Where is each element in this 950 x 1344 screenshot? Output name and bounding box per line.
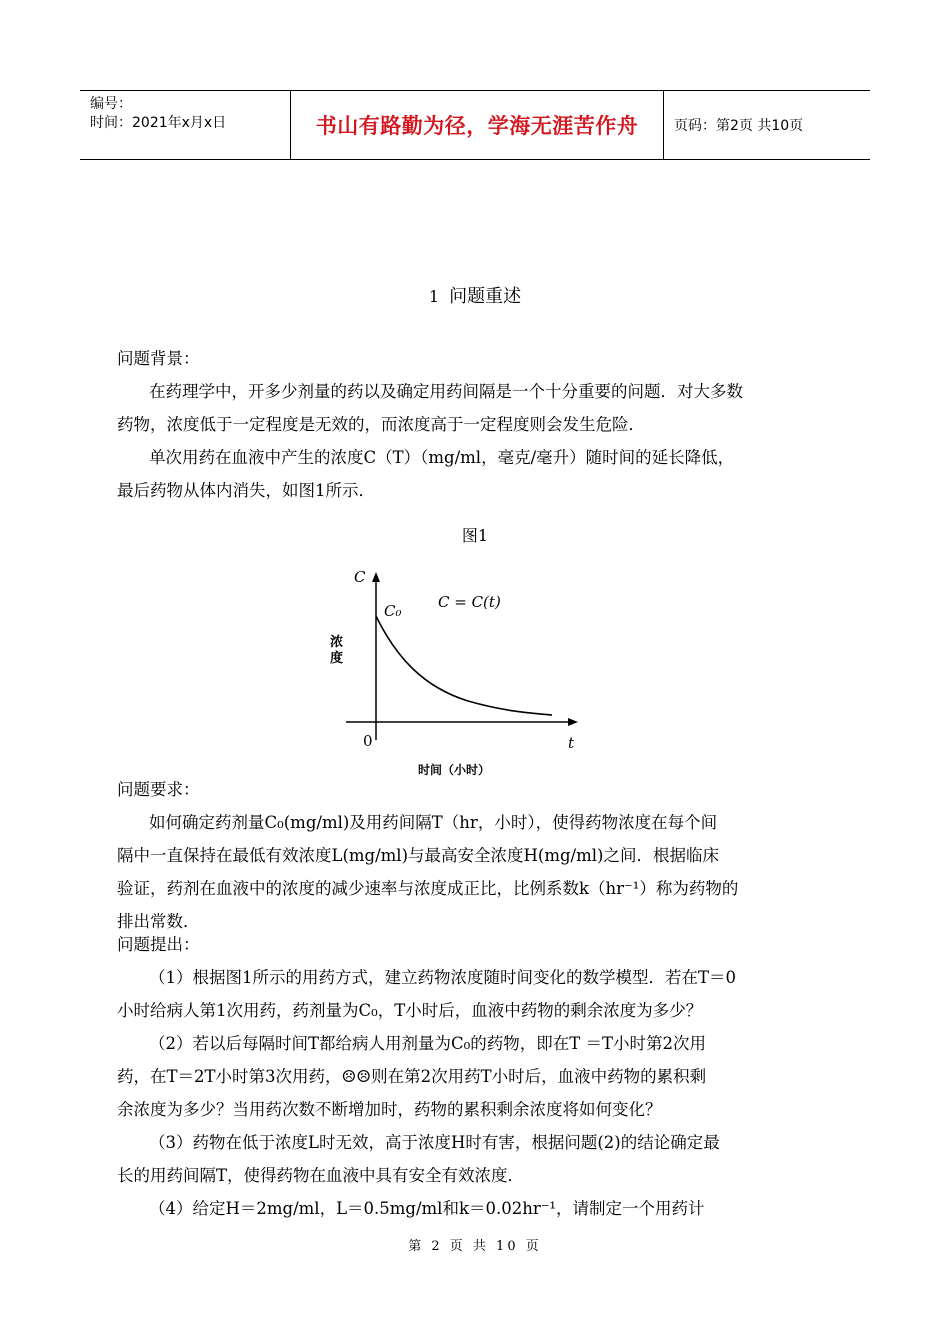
- y-axis-symbol: C: [354, 568, 366, 586]
- questions-block: [117, 928, 837, 1225]
- question-line: 药，在T＝2T小时第3次用药，☹☹则在第2次用药T小时后，血液中药物的累积剩: [117, 1067, 707, 1086]
- paragraph-line: 在药理学中，开多少剂量的药以及确定用药间隔是一个十分重要的问题．对大多数: [149, 382, 743, 401]
- question-line: （4）给定H＝2mg/ml，L＝0.5mg/ml和k＝0.02hr⁻¹，请制定一个用药计: [149, 1199, 705, 1218]
- paragraph-line: 如何确定药剂量C₀(mg/ml)及用药间隔T（hr，小时），使得药物浓度在每个间: [149, 813, 718, 832]
- header-meta: [80, 91, 290, 159]
- y-axis-label-2: 度: [330, 651, 344, 666]
- page-footer: 第 2 页 共 10 页: [408, 1239, 542, 1254]
- requirements-block: [117, 773, 837, 938]
- question-line: （1）根据图1所示的用药方式，建立药物浓度随时间变化的数学模型．若在T＝0: [149, 968, 736, 987]
- question-line: 小时给病人第1次用药，药剂量为C₀，T小时后，血液中药物的剩余浓度为多少？: [117, 1001, 703, 1020]
- paragraph-line: 药物，浓度低于一定程度是无效的，而浓度高于一定程度则会发生危险．: [117, 415, 645, 434]
- x-axis-label: 时间（小时）: [418, 763, 491, 777]
- origin-label: 0: [363, 732, 373, 750]
- question-line: （2）若以后每隔时间T都给病人用剂量为C₀的药物，即在T ＝T小时第2次用: [149, 1034, 706, 1053]
- x-axis-symbol: t: [568, 734, 575, 752]
- question-line: （3）药物在低于浓度L时无效，高于浓度H时有害，根据问题(2)的结论确定最: [149, 1133, 720, 1152]
- concentration-decay-figure: [318, 562, 583, 780]
- y-axis-label-1: 浓: [330, 635, 344, 650]
- paragraph-line: 排出常数．: [117, 912, 200, 931]
- figure-caption: 图1: [461, 526, 489, 545]
- background-heading: 问题背景：: [117, 349, 200, 368]
- background-block: [117, 342, 837, 507]
- c0-label: C₀: [384, 602, 402, 620]
- curve-equation: C = C(t): [438, 593, 501, 611]
- paragraph-line: 最后药物从体内消失，如图1所示．: [117, 481, 375, 500]
- requirements-heading: 问题要求：: [117, 780, 200, 799]
- question-line: 余浓度为多少？当用药次数不断增加时，药物的累积剩余浓度将如何变化？: [117, 1100, 662, 1119]
- questions-heading: 问题提出：: [117, 935, 200, 954]
- page-header: [80, 90, 870, 160]
- header-motto: 书山有路勤为径，学海无涯苦作舟: [290, 91, 664, 159]
- paragraph-line: 验证，药剂在血液中的浓度的减少速率与浓度成正比，比例系数k（hr⁻¹）称为药物的: [117, 879, 739, 898]
- time-label: 时间：2021年x月x日: [90, 115, 227, 131]
- header-page-info: 页码：第2页 共10页: [674, 118, 804, 134]
- section-number: 1: [428, 287, 440, 306]
- section-title: [0, 282, 950, 308]
- paragraph-line: 单次用药在血液中产生的浓度C（T）（mg/ml，毫克/毫升）随时间的延长降低，: [149, 448, 735, 467]
- serial-label: 编号：: [90, 96, 132, 112]
- question-line: 长的用药间隔T，使得药物在血液中具有安全有效浓度．: [117, 1166, 525, 1185]
- section-heading: 问题重述: [449, 286, 522, 307]
- paragraph-line: 隔中一直保持在最低有效浓度L(mg/ml)与最高安全浓度H(mg/ml)之间．根据临床: [117, 846, 719, 865]
